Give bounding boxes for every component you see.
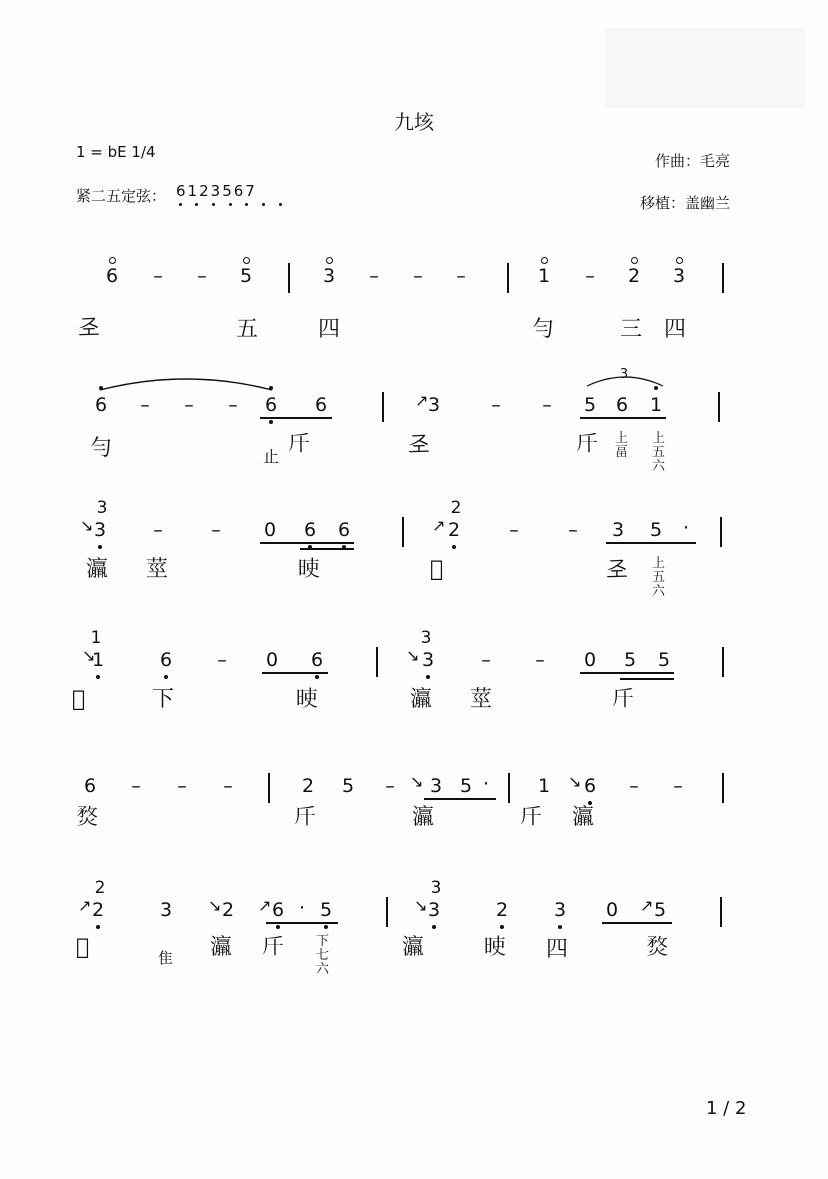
finger-number: 2 bbox=[94, 878, 106, 898]
note: 2 bbox=[221, 899, 235, 921]
tablature-glyph: 勻 bbox=[90, 436, 113, 461]
score-row bbox=[0, 367, 828, 490]
note: 0 bbox=[263, 519, 277, 541]
barline bbox=[720, 517, 722, 547]
tablature-glyph: 𤅀 bbox=[210, 935, 233, 960]
tablature-glyph: 𣂑 bbox=[612, 687, 635, 712]
tablature-glyph: 𤋄 bbox=[646, 935, 669, 960]
score-row bbox=[0, 495, 828, 615]
tuplet-number: 3 bbox=[619, 367, 629, 382]
tuning-note: 6 bbox=[233, 182, 246, 200]
octave-dot bbox=[279, 203, 282, 206]
tuning-note: 7 bbox=[245, 182, 257, 200]
score-row bbox=[0, 255, 828, 375]
octave-dot bbox=[179, 203, 182, 206]
beam-line bbox=[580, 417, 666, 419]
tablature-glyph: 𣂑 bbox=[294, 805, 317, 830]
high-octave-mark bbox=[541, 257, 548, 264]
low-octave-dot bbox=[96, 675, 100, 679]
dash: – bbox=[131, 775, 141, 797]
slide-down-icon: ↘ bbox=[406, 646, 420, 665]
key-signature: 1 = bE 1/4 bbox=[76, 143, 156, 161]
tuning-note: 3 bbox=[210, 182, 223, 200]
dash: – bbox=[481, 649, 491, 671]
tablature-glyph: 四 bbox=[664, 317, 687, 342]
tuning-label: 紧二五定弦： bbox=[76, 187, 167, 205]
beam-line bbox=[602, 922, 672, 924]
note: 6 bbox=[83, 775, 97, 797]
note: 2 bbox=[301, 775, 315, 797]
arranger-credit: 移植：盖幽兰 bbox=[640, 194, 731, 212]
tuning-note: 6 bbox=[176, 182, 188, 200]
page-number: 1 / 2 bbox=[706, 1098, 747, 1119]
tablature-glyph: 𤅀 bbox=[572, 805, 595, 830]
tablature-glyph: 𢀖 bbox=[408, 432, 431, 457]
dash: – bbox=[568, 519, 578, 541]
dash: – bbox=[385, 775, 395, 797]
tablature-glyph: 𢀖 bbox=[78, 315, 101, 340]
finger-number: 3 bbox=[430, 878, 442, 898]
note: 5 bbox=[319, 899, 333, 921]
slide-down-icon: ↘ bbox=[208, 896, 222, 915]
note: 3 bbox=[672, 265, 686, 287]
note: 2 bbox=[91, 899, 105, 921]
tablature-glyph: 𤋄 bbox=[76, 805, 99, 830]
tablature-glyph: 莖 bbox=[146, 557, 169, 582]
tablature-glyph: 止 bbox=[263, 447, 280, 466]
finger-number: 3 bbox=[420, 628, 432, 648]
low-octave-dot bbox=[452, 545, 456, 549]
barline bbox=[376, 647, 378, 677]
note: 6 bbox=[303, 519, 317, 541]
tuning-note: 1 bbox=[187, 182, 200, 200]
note: 3 bbox=[421, 649, 435, 671]
tablature-glyph: 上 五 六 bbox=[652, 431, 666, 474]
tablature-glyph: 𣂑 bbox=[262, 935, 285, 960]
barline bbox=[720, 897, 722, 927]
dotted-rhythm: · bbox=[682, 517, 690, 539]
low-octave-dot bbox=[500, 925, 504, 929]
slide-down-icon: ↘ bbox=[568, 772, 582, 791]
note: 6 bbox=[310, 649, 324, 671]
note: 6 bbox=[583, 775, 597, 797]
dash: – bbox=[509, 519, 519, 541]
octave-dot bbox=[262, 203, 265, 206]
note: 0 bbox=[605, 899, 619, 921]
tablature-glyph: 𤽠 bbox=[76, 935, 90, 960]
low-octave-dot bbox=[426, 675, 430, 679]
tablature-glyph: 𣆘 bbox=[296, 687, 319, 712]
scan-smudge bbox=[605, 28, 805, 108]
barline bbox=[722, 773, 724, 803]
dash: – bbox=[140, 394, 150, 416]
low-octave-dot bbox=[164, 675, 168, 679]
finger-number: 2 bbox=[450, 498, 462, 518]
note: 5 bbox=[649, 519, 663, 541]
dash: – bbox=[542, 394, 552, 416]
tablature-glyph: 五 bbox=[236, 317, 259, 342]
tablature-glyph: 𣆘 bbox=[298, 557, 321, 582]
note: 3 bbox=[159, 899, 173, 921]
finger-number: 3 bbox=[96, 498, 108, 518]
note: 5 bbox=[657, 649, 671, 671]
slide-up-icon: ↗ bbox=[640, 896, 654, 915]
note: 2 bbox=[447, 519, 461, 541]
tablature-glyph: 𤽠 bbox=[430, 557, 444, 582]
dash: – bbox=[369, 265, 379, 287]
beam-line bbox=[262, 672, 328, 674]
note: 5 bbox=[459, 775, 473, 797]
tablature-glyph: 𤅀 bbox=[402, 935, 425, 960]
tie-slur bbox=[98, 372, 274, 392]
dash: – bbox=[629, 775, 639, 797]
tablature-glyph: 𤽠 bbox=[72, 687, 86, 712]
note: 6 bbox=[337, 519, 351, 541]
dash: – bbox=[217, 649, 227, 671]
tablature-glyph: 三 bbox=[620, 317, 643, 342]
barline bbox=[382, 392, 384, 422]
low-octave-dot bbox=[432, 925, 436, 929]
low-octave-dot bbox=[98, 545, 102, 549]
high-octave-mark bbox=[676, 257, 683, 264]
octave-dot bbox=[212, 203, 215, 206]
note: 5 bbox=[239, 265, 253, 287]
note: 2 bbox=[495, 899, 509, 921]
tablature-glyph: 下 七 六 bbox=[316, 934, 330, 977]
dash: – bbox=[211, 519, 221, 541]
note: 3 bbox=[427, 899, 441, 921]
note: 6 bbox=[159, 649, 173, 671]
slide-up-icon: ↗ bbox=[258, 896, 272, 915]
note: 0 bbox=[583, 649, 597, 671]
dash: – bbox=[413, 265, 423, 287]
note: 1 bbox=[537, 775, 551, 797]
beam-line bbox=[266, 922, 338, 924]
tablature-glyph: 𣂑 bbox=[288, 432, 311, 457]
note: 6 bbox=[94, 394, 108, 416]
barline bbox=[386, 897, 388, 927]
finger-number: 1 bbox=[90, 628, 102, 648]
dash: – bbox=[535, 649, 545, 671]
tuning-notes bbox=[176, 182, 257, 200]
slide-down-icon: ↘ bbox=[82, 646, 96, 665]
tablature-glyph: 下 bbox=[152, 687, 175, 712]
dash: – bbox=[491, 394, 501, 416]
note: 1 bbox=[649, 394, 663, 416]
dash: – bbox=[153, 519, 163, 541]
barline bbox=[288, 263, 290, 293]
octave-dot bbox=[229, 203, 232, 206]
tablature-glyph: 𤅀 bbox=[86, 557, 109, 582]
note: 3 bbox=[322, 265, 336, 287]
note: 1 bbox=[537, 265, 551, 287]
note: 5 bbox=[583, 394, 597, 416]
barline bbox=[268, 773, 270, 803]
note: 6 bbox=[264, 394, 278, 416]
tablature-glyph: 隹 bbox=[158, 949, 174, 967]
slide-down-icon: ↘ bbox=[414, 896, 428, 915]
note: 0 bbox=[265, 649, 279, 671]
note: 6 bbox=[271, 899, 285, 921]
tablature-glyph: 勻 bbox=[532, 317, 555, 342]
dash: – bbox=[197, 265, 207, 287]
note: 3 bbox=[427, 394, 441, 416]
beam-line bbox=[620, 678, 674, 680]
tablature-glyph: 上 五 六 bbox=[652, 556, 666, 599]
dash: – bbox=[673, 775, 683, 797]
tuning-note: 5 bbox=[222, 182, 234, 200]
barline bbox=[508, 773, 510, 803]
beam-line bbox=[260, 542, 354, 544]
low-octave-dot bbox=[276, 925, 280, 929]
composer-credit: 作曲：毛亮 bbox=[655, 152, 731, 170]
beam-line bbox=[424, 798, 496, 800]
score-title: 九垓 bbox=[394, 110, 434, 134]
dash: – bbox=[153, 265, 163, 287]
barline bbox=[718, 392, 720, 422]
barline bbox=[507, 263, 509, 293]
tablature-glyph: 上 畐 bbox=[615, 431, 629, 460]
high-octave-mark bbox=[243, 257, 250, 264]
low-octave-dot bbox=[558, 925, 562, 929]
note: 3 bbox=[553, 899, 567, 921]
beam-line bbox=[580, 672, 674, 674]
dash: – bbox=[456, 265, 466, 287]
tablature-glyph: 𤅀 bbox=[410, 687, 433, 712]
dash: – bbox=[585, 265, 595, 287]
low-octave-dot bbox=[324, 925, 328, 929]
slide-down-icon: ↘ bbox=[80, 516, 94, 535]
score-row bbox=[0, 625, 828, 745]
tablature-glyph: 𣆘 bbox=[484, 935, 507, 960]
tablature-glyph: 𢀖 bbox=[606, 557, 629, 582]
slide-down-icon: ↘ bbox=[410, 772, 424, 791]
high-octave-dot bbox=[99, 386, 103, 390]
low-octave-dot bbox=[269, 420, 273, 424]
low-octave-dot bbox=[96, 925, 100, 929]
tablature-glyph: 莖 bbox=[470, 687, 493, 712]
high-octave-dot bbox=[269, 386, 273, 390]
octave-dot bbox=[245, 203, 248, 206]
high-octave-mark bbox=[631, 257, 638, 264]
barline bbox=[402, 517, 404, 547]
note: 6 bbox=[314, 394, 328, 416]
note: 6 bbox=[105, 265, 119, 287]
note: 5 bbox=[653, 899, 667, 921]
score-row bbox=[0, 875, 828, 995]
slide-up-icon: ↗ bbox=[432, 516, 446, 535]
tablature-glyph: 四 bbox=[546, 937, 569, 962]
barline bbox=[722, 647, 724, 677]
note: 3 bbox=[611, 519, 625, 541]
tablature-glyph: 四 bbox=[318, 317, 341, 342]
tablature-glyph: 𣂑 bbox=[520, 805, 543, 830]
barline bbox=[722, 263, 724, 293]
beam-line bbox=[300, 548, 354, 550]
note: 1 bbox=[91, 649, 105, 671]
tablature-glyph: 𣂑 bbox=[576, 432, 599, 457]
score-row bbox=[0, 755, 828, 875]
note: 3 bbox=[429, 775, 443, 797]
note: 5 bbox=[623, 649, 637, 671]
note: 5 bbox=[341, 775, 355, 797]
tablature-glyph: 𤅀 bbox=[412, 805, 435, 830]
low-octave-dot bbox=[315, 675, 319, 679]
slide-up-icon: ↗ bbox=[78, 896, 92, 915]
note: 2 bbox=[627, 265, 641, 287]
high-octave-dot bbox=[654, 386, 658, 390]
dash: – bbox=[223, 775, 233, 797]
dash: – bbox=[228, 394, 238, 416]
dash: – bbox=[184, 394, 194, 416]
beam-line bbox=[260, 417, 332, 419]
tuning-note: 2 bbox=[199, 182, 211, 200]
note: 3 bbox=[93, 519, 107, 541]
high-octave-mark bbox=[326, 257, 333, 264]
octave-dot bbox=[195, 203, 198, 206]
slide-up-icon: ↗ bbox=[415, 391, 429, 410]
beam-line bbox=[606, 542, 696, 544]
dotted-rhythm: · bbox=[482, 773, 490, 795]
dash: – bbox=[177, 775, 187, 797]
note: 6 bbox=[615, 394, 629, 416]
high-octave-mark bbox=[109, 257, 116, 264]
dotted-rhythm: · bbox=[298, 897, 306, 919]
